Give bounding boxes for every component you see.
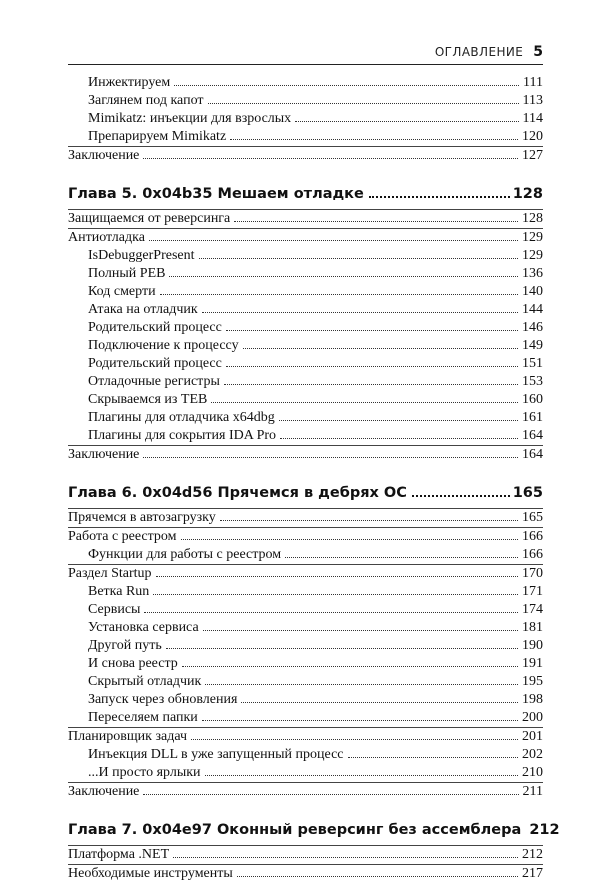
toc-subentry bbox=[68, 746, 543, 764]
entry-page-number: 202 bbox=[522, 747, 543, 762]
toc-subentry bbox=[68, 409, 543, 427]
toc-subentry bbox=[68, 583, 543, 601]
entry-page-number: 170 bbox=[522, 566, 543, 581]
entry-page-number: 164 bbox=[522, 447, 543, 462]
table-of-contents bbox=[68, 74, 560, 883]
entry-title: Глава 6. 0x04d56 Прячемся в дебрях ОС bbox=[68, 485, 407, 501]
dot-leader bbox=[369, 196, 510, 198]
entry-title: Глава 7. 0x04e97 Оконный реверсинг без ассемблера bbox=[68, 822, 522, 838]
dot-leader bbox=[156, 576, 518, 577]
entry-page-number: 181 bbox=[522, 620, 543, 635]
toc-entry bbox=[68, 146, 543, 165]
toc-entry bbox=[68, 209, 543, 228]
entry-page-number: 174 bbox=[522, 602, 543, 617]
entry-page-number: 149 bbox=[522, 338, 543, 353]
entry-page-number: 136 bbox=[522, 266, 543, 281]
entry-title: Работа с реестром bbox=[68, 529, 177, 544]
entry-page-number: 171 bbox=[522, 584, 543, 599]
entry-page-number: 165 bbox=[522, 510, 543, 525]
toc-subentry bbox=[68, 74, 543, 92]
toc-subentry bbox=[68, 128, 543, 146]
entry-title: Защищаемся от реверсинга bbox=[68, 211, 231, 226]
toc-entry bbox=[68, 782, 543, 801]
toc-subentry bbox=[68, 427, 543, 445]
entry-title: Сервисы bbox=[88, 602, 141, 617]
dot-leader bbox=[160, 294, 518, 295]
entry-title: Mimikatz: инъекции для взрослых bbox=[88, 111, 292, 126]
entry-title: Заглянем под капот bbox=[88, 93, 204, 108]
dot-leader bbox=[280, 438, 518, 439]
dot-leader bbox=[174, 85, 519, 86]
entry-page-number: 212 bbox=[522, 847, 543, 862]
entry-page-number: 161 bbox=[522, 410, 543, 425]
entry-page-number: 111 bbox=[523, 75, 543, 90]
dot-leader bbox=[144, 612, 518, 613]
dot-leader bbox=[199, 258, 518, 259]
entry-title: Родительский процесс bbox=[88, 356, 222, 371]
running-header bbox=[68, 40, 543, 65]
chapter-heading bbox=[68, 478, 543, 508]
toc-subentry bbox=[68, 673, 543, 691]
dot-leader bbox=[202, 312, 518, 313]
toc-entry bbox=[68, 508, 543, 527]
toc-subentry bbox=[68, 110, 543, 128]
dot-leader bbox=[182, 666, 518, 667]
toc-subentry bbox=[68, 546, 543, 564]
entry-title: Отладочные регистры bbox=[88, 374, 220, 389]
toc-subentry bbox=[68, 92, 543, 110]
entry-title: И снова реестр bbox=[88, 656, 178, 671]
entry-title: Установка сервиса bbox=[88, 620, 199, 635]
toc-subentry bbox=[68, 283, 543, 301]
toc-subentry bbox=[68, 301, 543, 319]
dot-leader bbox=[208, 103, 519, 104]
dot-leader bbox=[202, 720, 518, 721]
entry-title: Необходимые инструменты bbox=[68, 866, 233, 881]
entry-title: ...И просто ярлыки bbox=[88, 765, 201, 780]
dot-leader bbox=[143, 457, 518, 458]
dot-leader bbox=[412, 495, 510, 497]
entry-title: Антиотладка bbox=[68, 230, 145, 245]
entry-page-number: 151 bbox=[522, 356, 543, 371]
entry-title: Плагины для отладчика x64dbg bbox=[88, 410, 275, 425]
entry-title: Атака на отладчик bbox=[88, 302, 198, 317]
entry-page-number: 200 bbox=[522, 710, 543, 725]
dot-leader bbox=[173, 857, 518, 858]
toc-subentry bbox=[68, 619, 543, 637]
toc-subentry bbox=[68, 373, 543, 391]
dot-leader bbox=[230, 139, 518, 140]
entry-title: Препарируем Mimikatz bbox=[88, 129, 227, 144]
entry-page-number: 140 bbox=[522, 284, 543, 299]
entry-page-number: 191 bbox=[522, 656, 543, 671]
dot-leader bbox=[211, 402, 518, 403]
entry-page-number: 212 bbox=[529, 822, 560, 838]
toc-subentry bbox=[68, 601, 543, 619]
dot-leader bbox=[348, 757, 518, 758]
entry-title: Функции для работы с реестром bbox=[88, 547, 282, 562]
dot-leader bbox=[241, 702, 518, 703]
toc-entry bbox=[68, 864, 543, 883]
dot-leader bbox=[226, 330, 518, 331]
entry-page-number: 129 bbox=[522, 230, 543, 245]
entry-title: Глава 5. 0x04b35 Мешаем отладке bbox=[68, 186, 364, 202]
entry-page-number: 146 bbox=[522, 320, 543, 335]
entry-page-number: 164 bbox=[522, 428, 543, 443]
toc-subentry bbox=[68, 247, 543, 265]
entry-title: Заключение bbox=[68, 447, 140, 462]
entry-title: Другой путь bbox=[88, 638, 162, 653]
entry-page-number: 120 bbox=[522, 129, 543, 144]
toc-subentry bbox=[68, 355, 543, 373]
entry-page-number: 129 bbox=[522, 248, 543, 263]
toc-subentry bbox=[68, 655, 543, 673]
entry-page-number: 127 bbox=[522, 148, 543, 163]
toc-subentry bbox=[68, 337, 543, 355]
entry-title: Инъекция DLL в уже запущенный процесс bbox=[88, 747, 344, 762]
toc-subentry bbox=[68, 691, 543, 709]
entry-page-number: 211 bbox=[522, 784, 543, 799]
entry-title: Заключение bbox=[68, 784, 140, 799]
entry-page-number: 144 bbox=[522, 302, 543, 317]
dot-leader bbox=[237, 876, 518, 877]
page-number: 5 bbox=[533, 44, 543, 60]
toc-subentry bbox=[68, 764, 543, 782]
dot-leader bbox=[181, 539, 518, 540]
entry-page-number: 190 bbox=[522, 638, 543, 653]
toc-subentry bbox=[68, 391, 543, 409]
entry-title: Планировщик задач bbox=[68, 729, 188, 744]
entry-title: Ветка Run bbox=[88, 584, 150, 599]
dot-leader bbox=[220, 520, 518, 521]
toc-subentry bbox=[68, 709, 543, 727]
dot-leader bbox=[243, 348, 518, 349]
entry-page-number: 128 bbox=[512, 186, 543, 202]
toc-entry bbox=[68, 845, 543, 864]
entry-page-number: 217 bbox=[522, 866, 543, 881]
running-title: ОГЛАВЛЕНИЕ bbox=[434, 45, 524, 59]
entry-title: Прячемся в автозагрузку bbox=[68, 510, 216, 525]
entry-title: Заключение bbox=[68, 148, 140, 163]
entry-page-number: 201 bbox=[522, 729, 543, 744]
entry-title: Плагины для сокрытия IDA Pro bbox=[88, 428, 277, 443]
entry-title: Платформа .NET bbox=[68, 847, 170, 862]
entry-title: Подключение к процессу bbox=[88, 338, 239, 353]
entry-page-number: 128 bbox=[522, 211, 543, 226]
entry-title: Код смерти bbox=[88, 284, 156, 299]
toc-subentry bbox=[68, 265, 543, 283]
entry-page-number: 195 bbox=[522, 674, 543, 689]
toc-subentry bbox=[68, 319, 543, 337]
entry-page-number: 166 bbox=[522, 529, 543, 544]
toc-entry bbox=[68, 564, 543, 583]
toc-entry bbox=[68, 228, 543, 247]
dot-leader bbox=[169, 276, 518, 277]
entry-title: Родительский процесс bbox=[88, 320, 222, 335]
dot-leader bbox=[149, 240, 518, 241]
entry-page-number: 165 bbox=[512, 485, 543, 501]
dot-leader bbox=[224, 384, 518, 385]
entry-title: Полный PEB bbox=[88, 266, 166, 281]
entry-title: Скрываемся из TEB bbox=[88, 392, 208, 407]
entry-title: IsDebuggerPresent bbox=[88, 248, 195, 263]
entry-page-number: 113 bbox=[522, 93, 543, 108]
dot-leader bbox=[143, 794, 518, 795]
entry-title: Раздел Startup bbox=[68, 566, 152, 581]
dot-leader bbox=[234, 221, 518, 222]
entry-title: Переселяем папки bbox=[88, 710, 198, 725]
dot-leader bbox=[205, 684, 518, 685]
toc-entry bbox=[68, 527, 543, 546]
entry-title: Скрытый отладчик bbox=[88, 674, 202, 689]
dot-leader bbox=[143, 158, 518, 159]
toc-entry bbox=[68, 445, 543, 464]
entry-page-number: 114 bbox=[522, 111, 543, 126]
chapter-heading bbox=[68, 815, 560, 845]
entry-page-number: 153 bbox=[522, 374, 543, 389]
dot-leader bbox=[205, 775, 518, 776]
dot-leader bbox=[191, 739, 518, 740]
dot-leader bbox=[285, 557, 518, 558]
toc-subentry bbox=[68, 637, 543, 655]
toc-entry bbox=[68, 727, 543, 746]
entry-title: Запуск через обновления bbox=[88, 692, 238, 707]
entry-page-number: 166 bbox=[522, 547, 543, 562]
dot-leader bbox=[279, 420, 518, 421]
entry-title: Инжектируем bbox=[88, 75, 171, 90]
entry-page-number: 160 bbox=[522, 392, 543, 407]
dot-leader bbox=[226, 366, 518, 367]
dot-leader bbox=[153, 594, 518, 595]
chapter-heading bbox=[68, 179, 543, 209]
entry-page-number: 198 bbox=[522, 692, 543, 707]
dot-leader bbox=[203, 630, 518, 631]
dot-leader bbox=[295, 121, 518, 122]
dot-leader bbox=[166, 648, 518, 649]
entry-page-number: 210 bbox=[522, 765, 543, 780]
